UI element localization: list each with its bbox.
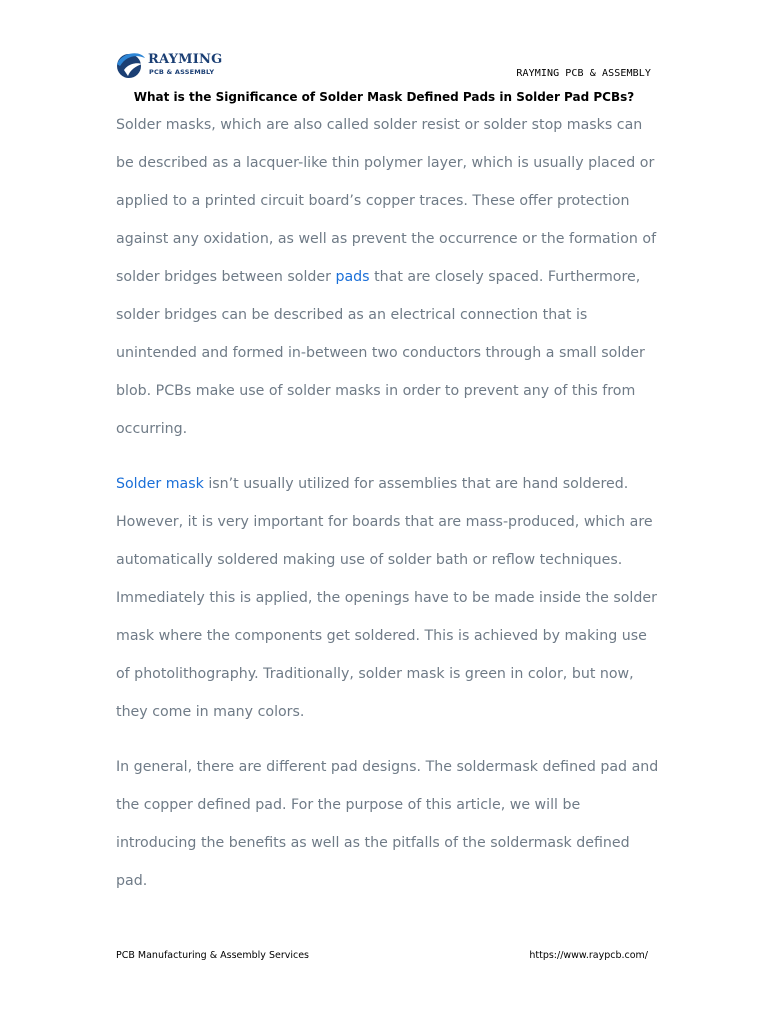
link-solder-mask[interactable]: Solder mask (116, 476, 204, 492)
logo-brand: RAYMING (148, 52, 223, 67)
header-company-name: RAYMING PCB & ASSEMBLY (516, 68, 651, 79)
p1-text-after: that are closely spaced. Furthermore, solder bridges can be described as an electrical connection that is unintended and formed in-between two conductors through a small solder blob. PCBs make use of solder masks in order to prevent any of this from occurring. (116, 269, 645, 437)
page-title: What is the Significance of Solder Mask Defined Pads in Solder Pad PCBs? (133, 90, 635, 104)
rayming-swirl-icon (114, 50, 146, 80)
footer-url[interactable]: https://www.raypcb.com/ (529, 950, 648, 961)
p2-text: isn’t usually utilized for assemblies that are hand soldered. However, it is very important for boards that are mass-produced, which are automatically soldered making use of solder bath or reflow techniques. Immediately this is applied, the openings have to be made inside the solder mask where the components get soldered. This is achieved by making use of photolithography. Traditionally, solder mask is green in color, but now, they come in many colors. (116, 476, 657, 720)
paragraph-3: In general, there are different pad designs. The soldermask defined pad and the copper defined pad. For the purpose of this article, we will be introducing the benefits as well as the pitfalls of the soldermask defined pad. (116, 759, 659, 889)
paragraph-2 (116, 465, 664, 731)
footer-services: PCB Manufacturing & Assembly Services (116, 950, 310, 961)
link-pads[interactable]: pads (335, 269, 370, 285)
logo-subtitle: PCB & ASSEMBLY (149, 68, 215, 76)
p1-text-before: Solder masks, which are also called solder resist or solder stop masks can be described as a lacquer-like thin polymer layer, which is usually placed or applied to a printed circuit board’s copper traces. These offer protection against any oxidation, as well as prevent the occurrence or the formation of solder bridges between solder (116, 117, 657, 285)
paragraph-1 (116, 106, 664, 448)
rayming-logo (114, 50, 224, 82)
article-body (116, 106, 664, 917)
